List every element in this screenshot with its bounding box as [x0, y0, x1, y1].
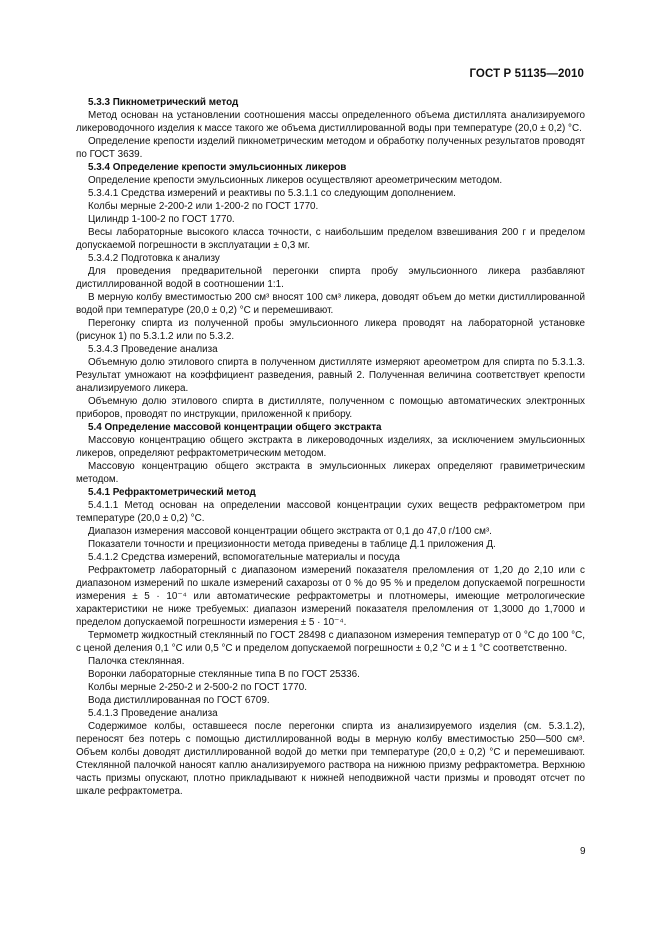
paragraph: Метод основан на установлении соотношения массы определенного объема дистиллята анализируемого ликероводочного изделия к массе такого же объема дистиллированной воды при температуре (20,0 ± 0,2) °С.	[76, 110, 585, 134]
paragraph: Объемную долю этилового спирта в дистилляте, полученном с помощью автоматических электронных приборов, проводят по инструкции, приложенной к прибору.	[76, 396, 585, 420]
paragraph: Весы лабораторные высокого класса точности, с наибольшим пределом взвешивания 200 г и пределом допускаемой погрешности в эксплуатации ± 0,3 мг.	[76, 227, 585, 251]
section-heading: 5.4.1 Рефрактометрический метод	[88, 487, 256, 498]
paragraph: Термометр жидкостный стеклянный по ГОСТ 28498 с диапазоном измерения температур от 0 °С до 100 °С, с ценой деления 0,1 °С или 0,5 °С и пределом допускаемой погрешности ± 0,2 °С и ± 1 °С соответственно.	[76, 630, 585, 654]
paragraph: Перегонку спирта из полученной пробы эмульсионного ликера проводят на лабораторной установке (рисунок 1) по 5.3.1.2 или по 5.3.2.	[76, 318, 585, 342]
paragraph: 5.4.1.3 Проведение анализа	[88, 708, 218, 719]
section-heading: 5.3.3 Пикнометрический метод	[88, 97, 239, 108]
paragraph: Определение крепости изделий пикнометрическим методом и обработку полученных результатов проводят по ГОСТ 3639.	[76, 136, 585, 160]
paragraph: Массовую концентрацию общего экстракта в ликероводочных изделиях, за исключением эмульсионных ликеров, определяют рефрактометрическим методом.	[76, 435, 585, 459]
paragraph: Массовую концентрацию общего экстракта в эмульсионных ликерах определяют гравиметрическим методом.	[76, 461, 585, 485]
paragraph: Колбы мерные 2-250-2 и 2-500-2 по ГОСТ 1770.	[88, 682, 308, 693]
paragraph: Рефрактометр лабораторный с диапазоном измерений показателя преломления от 1,20 до 2,10 или с диапазоном измерений по шкале измерений сахарозы от 0 % до 95 % и пределом допускаемой погрешности измерения ± 5 · 10⁻⁴ или автоматические рефрактометры и плотномеры, имеющие метрологические характеристики не ниже требуемых: диапазон измерений показателя преломления от 1,3000 до 1,7000 и пределом допускаемой погрешности измерения ± 5 · 10⁻⁴.	[76, 565, 585, 628]
paragraph: Вода дистиллированная по ГОСТ 6709.	[88, 695, 270, 706]
paragraph: Показатели точности и прецизионности метода приведены в таблице Д.1 приложения Д.	[88, 539, 496, 550]
paragraph: Колбы мерные 2-200-2 или 1-200-2 по ГОСТ 1770.	[88, 201, 319, 212]
paragraph: Содержимое колбы, оставшееся после перегонки спирта из анализируемого изделия (см. 5.3.1.2), переносят без потерь с помощью дистиллированной воды в мерную колбу вместимостью 250—500 см³. Объем колбы доводят дистиллированной водой до метки при температуре (20,0 ± 0,2) °С и перемешивают. Стеклянной палочкой наносят каплю анализируемого раствора на нижнюю призму рефрактометра. Верхнюю часть призмы опускают, плотно прикладывают к нижней неподвижной части призмы и проводят отсчет по шкале рефрактометра.	[76, 721, 585, 797]
paragraph: Цилиндр 1-100-2 по ГОСТ 1770.	[88, 214, 235, 225]
document-body	[76, 96, 585, 798]
paragraph: Определение крепости эмульсионных ликеров осуществляют ареометрическим методом.	[88, 175, 503, 186]
paragraph: Для проведения предварительной перегонки спирта пробу эмульсионного ликера разбавляют дистиллированной водой в соотношении 1:1.	[76, 266, 585, 290]
document-code: ГОСТ Р 51135—2010	[469, 68, 584, 80]
paragraph: 5.3.4.3 Проведение анализа	[88, 344, 218, 355]
paragraph: В мерную колбу вместимостью 200 см³ вносят 100 см³ ликера, доводят объем до метки дистиллированной водой при температуре (20,0 ± 0,2) °С и перемешивают.	[76, 292, 585, 316]
paragraph: 5.3.4.2 Подготовка к анализу	[88, 253, 220, 264]
paragraph: 5.3.4.1 Средства измерений и реактивы по 5.3.1.1 со следующим дополнением.	[88, 188, 456, 199]
paragraph: Палочка стеклянная.	[88, 656, 185, 667]
page-number: 9	[580, 846, 586, 857]
section-heading: 5.4 Определение массовой концентрации общего экстракта	[88, 422, 382, 433]
paragraph: Объемную долю этилового спирта в полученном дистилляте измеряют ареометром для спирта по 5.3.1.3. Результат умножают на коэффициент разведения, равный 2. Полученная величина соответствует крепости анализируемого ликера.	[76, 357, 585, 394]
paragraph: 5.4.1.1 Метод основан на определении массовой концентрации сухих веществ рефрактометром при температуре (20,0 ± 0,2) °С.	[76, 500, 585, 524]
paragraph: Воронки лабораторные стеклянные типа В по ГОСТ 25336.	[88, 669, 360, 680]
paragraph: 5.4.1.2 Средства измерений, вспомогательные материалы и посуда	[88, 552, 400, 563]
section-heading: 5.3.4 Определение крепости эмульсионных ликеров	[88, 162, 347, 173]
paragraph: Диапазон измерения массовой концентрации общего экстракта от 0,1 до 47,0 г/100 см³.	[88, 526, 492, 537]
